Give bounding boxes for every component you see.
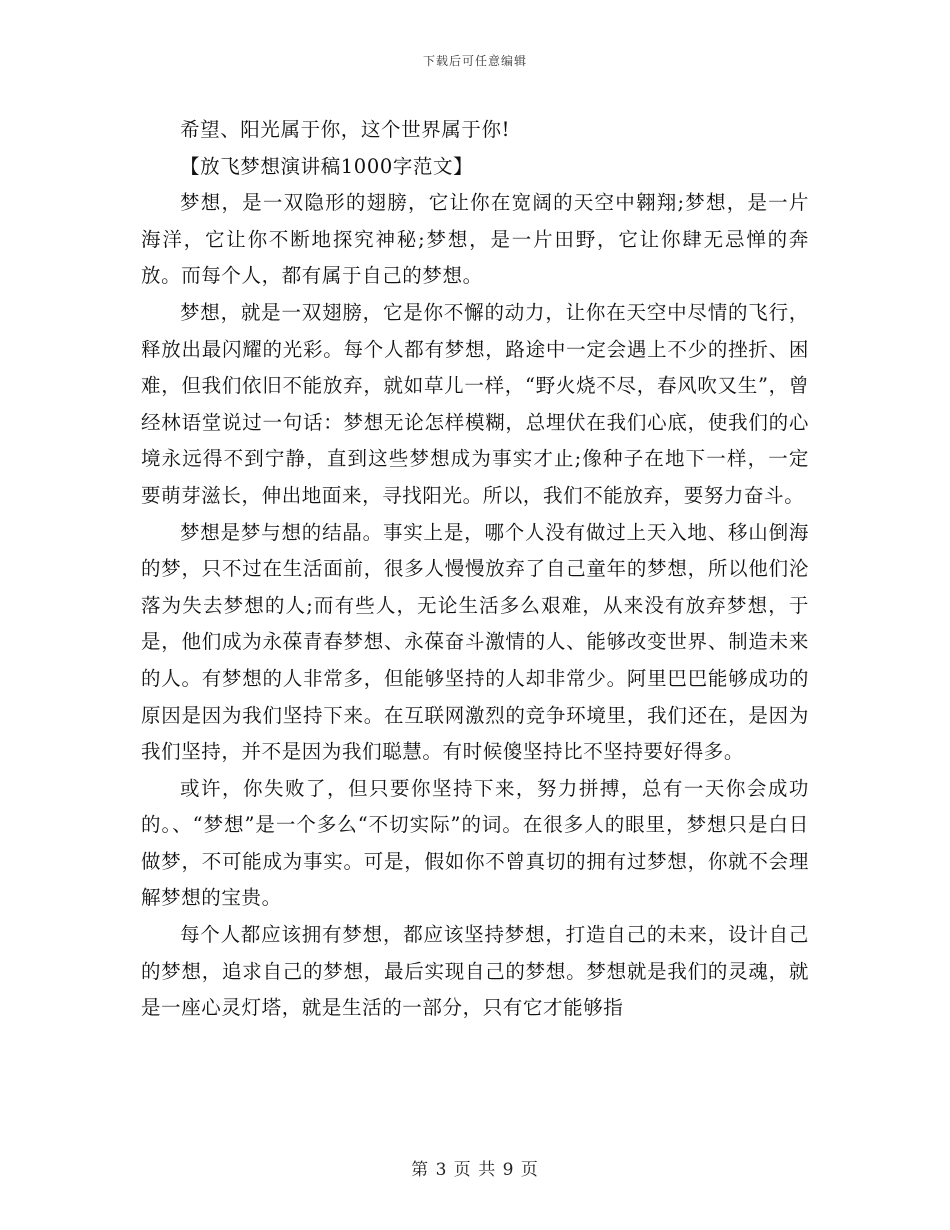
paragraph-closing-line: 希望、阳光属于你，这个世界属于你! (180, 118, 511, 141)
page-header: 下载后可任意编辑 (422, 54, 527, 68)
paragraph: 梦想，就是一双翅膀，它是你不懈的动力，让你在天空中尽情的飞行，释放出最闪耀的光彩。每个人都有梦想，路途中一定会遇上不少的挫折、困难，但我们依旧不能放弃，就如草儿一样，“野火烧不尽，春风吹又生”，曾经林语堂说过一句话：梦想无论怎样模糊，总埋伏在我们心底，使我们的心境永远得不到宁静，直到这些梦想成为事实才止;像种子在地下一样，一定要萌芽滋长，伸出地面来，寻找阳光。所以，我们不能放弃，要努力奋斗。 (141, 300, 809, 507)
page-number-footer: 第 3 页 共 9 页 (411, 1160, 539, 1180)
paragraph: 梦想，是一双隐形的翅膀，它让你在宽阔的天空中翱翔;梦想，是一片海洋，它让你不断地探究神秘;梦想，是一片田野，它让你肆无忌惮的奔放。而每个人，都有属于自己的梦想。 (141, 191, 809, 288)
document-body (141, 112, 809, 1027)
paragraph: 每个人都应该拥有梦想，都应该坚持梦想，打造自己的未来，设计自己的梦想，追求自己的梦想，最后实现自己的梦想。梦想就是我们的灵魂，就是一座心灵灯塔，就是生活的一部分，只有它才能够指 (141, 923, 809, 1020)
paragraph: 梦想是梦与想的结晶。事实上是，哪个人没有做过上天入地、移山倒海的梦，只不过在生活面前，很多人慢慢放弃了自己童年的梦想，所以他们沦落为失去梦想的人;而有些人，无论生活多么艰难，从来没有放弃梦想，于是，他们成为永葆青春梦想、永葆奋斗激情的人、能够改变世界、制造未来的人。有梦想的人非常多，但能够坚持的人却非常少。阿里巴巴能够成功的原因是因为我们坚持下来。在互联网激烈的竞争环境里，我们还在，是因为我们坚持，并不是因为我们聪慧。有时候傻坚持比不坚持要好得多。 (141, 520, 809, 764)
section-title: 【放飞梦想演讲稿1000字范文】 (180, 154, 474, 178)
paragraph: 或许，你失败了，但只要你坚持下来，努力拼搏，总有一天你会成功的。、“梦想”是一个多么“不切实际”的词。在很多人的眼里，梦想只是白日做梦，不可能成为事实。可是，假如你不曾真切的拥有过梦想，你就不会理解梦想的宝贵。 (141, 776, 809, 910)
